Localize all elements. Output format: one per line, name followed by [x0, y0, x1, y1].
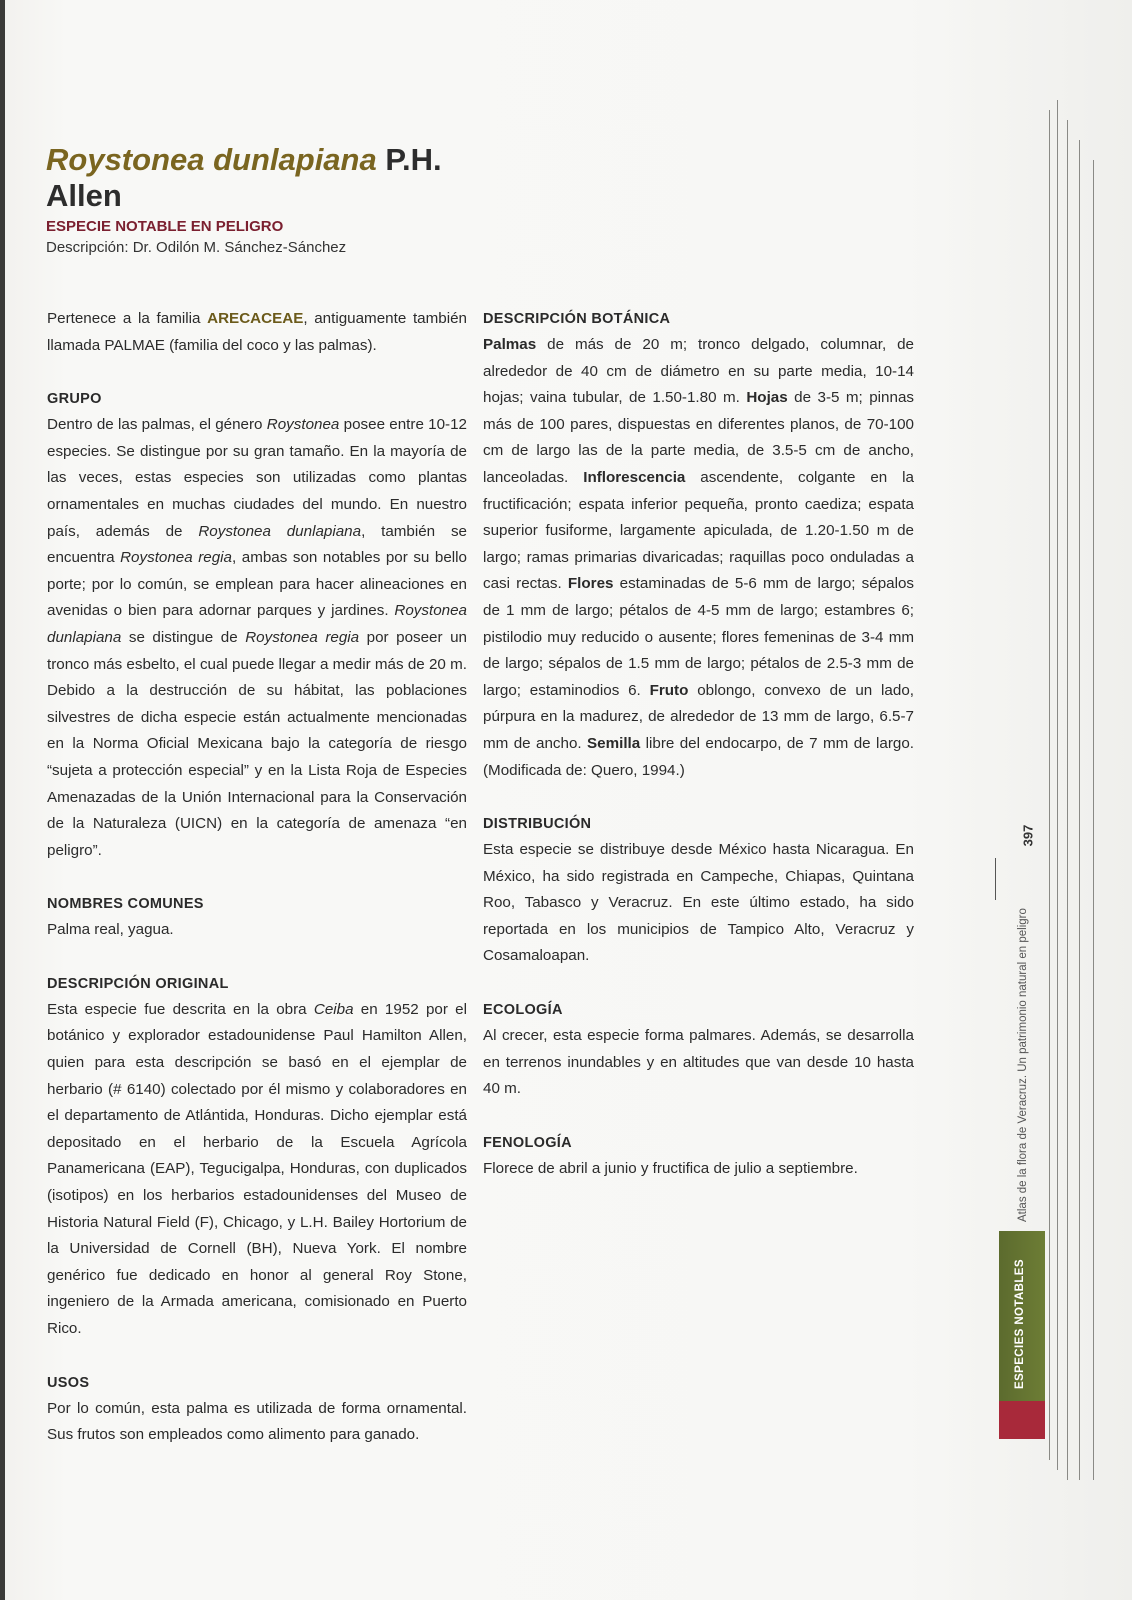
scientific-name: Roystonea dunlapiana	[46, 142, 377, 177]
distribucion-paragraph: Esta especie se distribuye desde México hasta Nicaragua. En México, ha sido registrada en Campeche, Chiapas, Quintana Roo, Tabasco y Veracruz. En este último estado, ha sido reportada en los municipios de Tampico Alto, Veracruz y Cosamaloapan.	[483, 841, 914, 965]
original-paragraph: Esta especie fue descrita en la obra Ceiba en 1952 por el botánico y explorador estadounidense Paul Hamilton Allen, quien para esta descripción se basó en el ejemplar de herbario (# 6140) colectado por él mismo y colaboradores en el departamento de Atlántida, Honduras. Dicho ejemplar está depositado en el herbario de la Escuela Agrícola Panamericana (EAP), Tegucigalpa, Honduras, con duplicados (isotipos) en los herbarios estadounidenses del Museo de Historia Natural Field (F), Chicago, y L.H. Bailey Hortorium de la Universidad de Cornell (BH), Nueva York. El nombre genérico fue dedicado en honor al general Roy Stone, ingeniero de la Armada americana, comisionado en Puerto Rico.	[47, 1000, 467, 1337]
botanica-heading: DESCRIPCIÓN BOTÁNICA	[483, 311, 671, 327]
ecologia-section	[483, 997, 914, 1103]
family-name: ARECACEAE	[207, 310, 304, 327]
page-edge-line	[1049, 110, 1050, 1460]
usos-paragraph: Por lo común, esta palma es utilizada de forma ornamental. Sus frutos son empleados como alimento para ganado.	[47, 1399, 467, 1444]
nombres-heading: NOMBRES COMUNES	[47, 896, 204, 913]
fenologia-section	[483, 1130, 914, 1183]
page-edge-line	[1067, 120, 1068, 1480]
page-number: 397	[1020, 824, 1036, 847]
species-header	[46, 142, 466, 256]
author-citation: P.H. Allen	[46, 142, 442, 213]
fenologia-heading: FENOLOGÍA	[483, 1134, 572, 1151]
botanica-paragraph: Palmas de más de 20 m; tronco delgado, columnar, de alrededor de 40 cm de diámetro en su parte media, 10-14 hojas; vaina tubular, de 1.50-1.80 m. Hojas de 3-5 m; pinnas más de 100 pares, dispuestas en diferentes planos, de 70-100 cm de largo las de la parte media, de 3.5-5 cm de ancho, lanceoladas. Inflorescencia ascendente, colgante en la fructificación; espata inferior pequeña, pronto caediza; espata superior fusiforme, largamente apiculada, de 1.20-1.50 m de largo; ramas primarias divaricadas; raquillas poco onduladas a casi rectas. Flores estaminadas de 5-6 mm de largo; sépalos de 1 mm de largo; pétalos de 4-5 mm de largo; estambres 6; pistilodio muy reducido o ausente; flores femeninas de 3-4 mm de largo; sépalos de 1.5 mm de largo; pétalos de 2.5-3 mm de largo; estaminodios 6. Fruto oblongo, convexo de un lado, púrpura en la madurez, de alrededor de 13 mm de largo, 6.5-7 mm de ancho. Semilla libre del endocarpo, de 7 mm de largo. (Modificada de: Quero, 1994.)	[483, 336, 914, 779]
grupo-paragraph: Dentro de las palmas, el género Roystonea posee entre 10-12 especies. Se distingue por su gran tamaño. En la mayoría de las veces, estas especies son utilizadas como plantas ornamentales en muchas ciudades del mundo. En nuestro país, además de Roystonea dunlapiana, también se encuentra Roystonea regia, ambas son notables por su bello porte; por lo común, se emplean para hacer alineaciones en avenidas o bien para adornar parques y jardines. Roystonea dunlapiana se distingue de Roystonea regia por poseer un tronco más esbelto, el cual puede llegar a medir más de 20 m. Debido a la destrucción de su hábitat, las poblaciones silvestres de dicha especie están actualmente mencionadas en la Norma Oficial Mexicana bajo la categoría de riesgo “sujeta a protección especial” y en la Lista Roja de Especies Amenazadas de la Unión Internacional para la Conservación de la Naturaleza (UICN) en la categoría de amenaza “en peligro”.	[47, 416, 468, 859]
ecologia-heading: ECOLOGÍA	[483, 1002, 563, 1019]
intro-paragraph: Pertenece a la familia ARECACEAE, antiguamente también llamada PALMAE (familia del coco y las palmas).	[47, 310, 467, 354]
ecologia-paragraph: Al crecer, esta especie forma palmares. Además, se desarrolla en terrenos inundables y en altitudes que van desde 10 hasta 40 m.	[483, 1027, 914, 1098]
book-title: Atlas de la flora de Veracruz. Un patrimonio natural en peligro	[1017, 908, 1029, 1222]
original-section	[47, 971, 467, 1343]
section-tab	[999, 1231, 1045, 1401]
description-author: Descripción: Dr. Odilón M. Sánchez-Sánchez	[46, 239, 347, 256]
left-column	[47, 306, 467, 1476]
original-heading: DESCRIPCIÓN ORIGINAL	[47, 975, 229, 992]
page-title	[46, 142, 466, 214]
grupo-heading: GRUPO	[47, 391, 102, 408]
botanica-section	[483, 306, 914, 784]
page-edge-line	[1079, 140, 1080, 1480]
usos-heading: USOS	[47, 1374, 90, 1391]
grupo-section	[47, 386, 467, 864]
nombres-paragraph: Palma real, yagua.	[47, 921, 174, 939]
nombres-section	[47, 891, 467, 944]
section-tab-red-marker	[999, 1401, 1045, 1439]
fenologia-paragraph: Florece de abril a junio y fructifica de julio a septiembre.	[483, 1159, 858, 1177]
usos-section	[47, 1370, 467, 1449]
page-binding-edge	[0, 0, 5, 1600]
page-edge-line	[1093, 160, 1094, 1480]
right-column	[483, 306, 914, 1209]
intro-section	[47, 306, 467, 359]
status-label: ESPECIE NOTABLE EN PELIGRO	[46, 218, 284, 235]
distribucion-heading: DISTRIBUCIÓN	[483, 816, 592, 833]
section-tab-label: ESPECIES NOTABLES	[1014, 1259, 1026, 1389]
page-edge-line	[1057, 100, 1058, 1470]
page-edge-stripes	[1045, 100, 1115, 1480]
distribucion-section	[483, 811, 914, 970]
sidebar-divider	[995, 858, 996, 900]
